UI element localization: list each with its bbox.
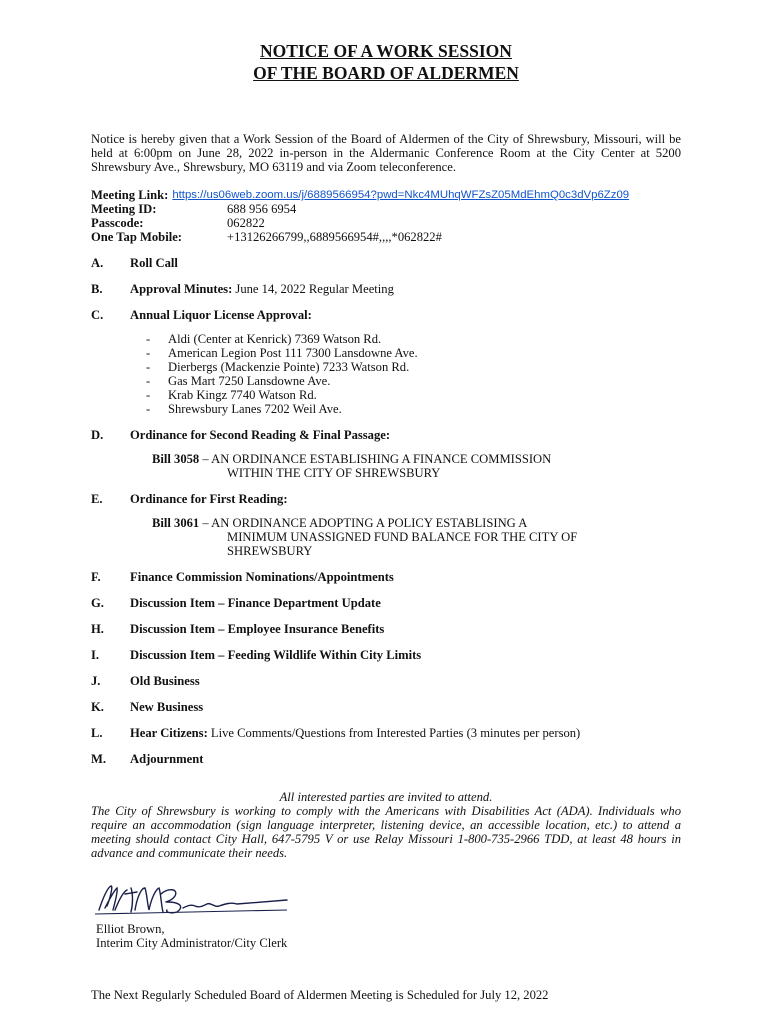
agenda-title: Approval Minutes: bbox=[130, 282, 233, 296]
agenda-item-l bbox=[91, 726, 681, 740]
bill-number: Bill 3058 bbox=[152, 452, 200, 466]
agenda-item-g bbox=[91, 596, 681, 610]
agenda-item-i bbox=[91, 648, 681, 662]
agenda-title: Old Business bbox=[130, 674, 200, 688]
meeting-id-row bbox=[91, 202, 681, 216]
list-item: - Aldi (Center at Kenrick) 7369 Watson Rd. bbox=[146, 332, 382, 346]
agenda-letter: A. bbox=[91, 256, 104, 270]
agenda-letter: C. bbox=[91, 308, 104, 322]
list-item: - Gas Mart 7250 Lansdowne Ave. bbox=[146, 374, 331, 388]
agenda-letter: L. bbox=[91, 726, 103, 740]
agenda-title: Finance Commission Nominations/Appointments bbox=[130, 570, 394, 584]
signer-name: Elliot Brown, bbox=[96, 922, 165, 936]
liquor-license-list bbox=[146, 332, 681, 416]
agenda-letter: J. bbox=[91, 674, 101, 688]
agenda-letter: D. bbox=[91, 428, 104, 442]
agenda-title: Hear Citizens: bbox=[130, 726, 208, 740]
bill-3058 bbox=[152, 452, 681, 480]
passcode-row bbox=[91, 216, 681, 230]
one-tap-mobile-label: One Tap Mobile: bbox=[91, 230, 182, 244]
bill-text-line-1: – AN ORDINANCE ADOPTING A POLICY ESTABLISING A bbox=[199, 516, 528, 530]
meeting-details bbox=[91, 188, 681, 244]
meeting-id-value: 688 956 6954 bbox=[227, 202, 297, 216]
agenda-title: Adjournment bbox=[130, 752, 204, 766]
one-tap-mobile-row bbox=[91, 230, 681, 244]
invitation-text: All interested parties are invited to attend. bbox=[279, 790, 493, 804]
agenda-letter: M. bbox=[91, 752, 107, 766]
signer-block bbox=[96, 922, 681, 950]
meeting-link-label: Meeting Link: bbox=[91, 188, 169, 202]
agenda-item-j bbox=[91, 674, 681, 688]
bill-text-line-2: MINIMUM UNASSIGNED FUND BALANCE FOR THE CITY OF bbox=[227, 530, 578, 544]
notice-title-line-1: NOTICE OF A WORK SESSION bbox=[260, 41, 512, 61]
agenda-letter: B. bbox=[91, 282, 103, 296]
agenda-title: New Business bbox=[130, 700, 204, 714]
passcode-value: 062822 bbox=[227, 216, 265, 230]
closing-notice bbox=[91, 790, 681, 860]
meeting-id-label: Meeting ID: bbox=[91, 202, 157, 216]
agenda-title: Ordinance for Second Reading & Final Passage: bbox=[130, 428, 391, 442]
footer-note: The Next Regularly Scheduled Board of Aldermen Meeting is Scheduled for July 12, 2022 bbox=[91, 988, 549, 1002]
agenda-title: Discussion Item – Feeding Wildlife Within City Limits bbox=[130, 648, 422, 662]
license-text: Krab Kingz 7740 Watson Rd. bbox=[168, 388, 317, 402]
notice-title-line-2: OF THE BOARD OF ALDERMEN bbox=[253, 63, 519, 83]
agenda-title: Roll Call bbox=[130, 256, 178, 270]
agenda-letter: F. bbox=[91, 570, 101, 584]
agenda-item-d bbox=[91, 428, 681, 442]
agenda-title: Ordinance for First Reading: bbox=[130, 492, 288, 506]
agenda-letter: H. bbox=[91, 622, 104, 636]
meeting-link-row bbox=[91, 188, 681, 202]
bill-text-line-1: – AN ORDINANCE ESTABLISHING A FINANCE COMMISSION bbox=[199, 452, 552, 466]
agenda-detail: Live Comments/Questions from Interested Parties (3 minutes per person) bbox=[207, 726, 581, 740]
license-text: American Legion Post 111 7300 Lansdowne Ave. bbox=[168, 346, 418, 360]
license-text: Aldi (Center at Kenrick) 7369 Watson Rd. bbox=[168, 332, 382, 346]
meeting-link[interactable]: https://us06web.zoom.us/j/6889566954?pwd=Nkc4MUhqWFZsZ05MdEhmQ0c3dVp6Zz09 bbox=[172, 189, 630, 201]
agenda-item-k bbox=[91, 700, 681, 714]
notice-document bbox=[91, 40, 681, 1002]
agenda-letter: G. bbox=[91, 596, 104, 610]
intro-paragraph bbox=[91, 132, 681, 174]
bill-number: Bill 3061 bbox=[152, 516, 200, 530]
one-tap-mobile-value: +13126266799,,6889566954#,,,,*062822# bbox=[227, 230, 442, 244]
agenda-detail: June 14, 2022 Regular Meeting bbox=[232, 282, 394, 296]
agenda-title: Discussion Item – Employee Insurance Benefits bbox=[130, 622, 385, 636]
agenda-item-m bbox=[91, 752, 681, 766]
agenda-item-f bbox=[91, 570, 681, 584]
ada-text: The City of Shrewsbury is working to comply with the Americans with Disabilities Act (ADA). Individuals who require an accommodation (sign language interpreter, listening device, an accessible location, etc.) to attend a meeting should contact City Hall, 647-5795 V or use Relay Missouri 1-800-735-2966 TDD, at least 48 hours in advance and communicate their needs. bbox=[91, 804, 681, 860]
passcode-label: Passcode: bbox=[91, 216, 144, 230]
bill-text-line-3: SHREWSBURY bbox=[227, 544, 313, 558]
agenda-item-e bbox=[91, 492, 681, 506]
agenda-item-h bbox=[91, 622, 681, 636]
agenda-letter: E. bbox=[91, 492, 103, 506]
list-item: - American Legion Post 111 7300 Lansdowne Ave. bbox=[146, 346, 418, 360]
signature bbox=[91, 880, 681, 922]
list-item: - Krab Kingz 7740 Watson Rd. bbox=[146, 388, 317, 402]
agenda-letter: K. bbox=[91, 700, 104, 714]
agenda-item-c bbox=[91, 308, 681, 322]
agenda-title: Discussion Item – Finance Department Update bbox=[130, 596, 381, 610]
agenda-letter: I. bbox=[91, 648, 100, 662]
agenda-item-b bbox=[91, 282, 681, 296]
intro-text: Notice is hereby given that a Work Session of the Board of Aldermen of the City of Shrewsbury, Missouri, will be held at 6:00pm on June 28, 2022 in-person in the Aldermanic Conference Room at the City Center at 5200 Shrewsbury Ave., Shrewsbury, MO 63119 and via Zoom teleconference. bbox=[91, 132, 681, 174]
bill-3061 bbox=[152, 516, 681, 558]
bill-text-line-2: WITHIN THE CITY OF SHREWSBURY bbox=[227, 466, 441, 480]
agenda-title: Annual Liquor License Approval: bbox=[130, 308, 312, 322]
signer-title: Interim City Administrator/City Clerk bbox=[96, 936, 288, 950]
agenda-item-a bbox=[91, 256, 681, 270]
list-item: - Shrewsbury Lanes 7202 Weil Ave. bbox=[146, 402, 342, 416]
list-item: - Dierbergs (Mackenzie Pointe) 7233 Watson Rd. bbox=[146, 360, 410, 374]
license-text: Shrewsbury Lanes 7202 Weil Ave. bbox=[168, 402, 342, 416]
license-text: Dierbergs (Mackenzie Pointe) 7233 Watson Rd. bbox=[168, 360, 410, 374]
signature-scribble bbox=[91, 880, 291, 922]
agenda bbox=[91, 256, 681, 766]
license-text: Gas Mart 7250 Lansdowne Ave. bbox=[168, 374, 331, 388]
